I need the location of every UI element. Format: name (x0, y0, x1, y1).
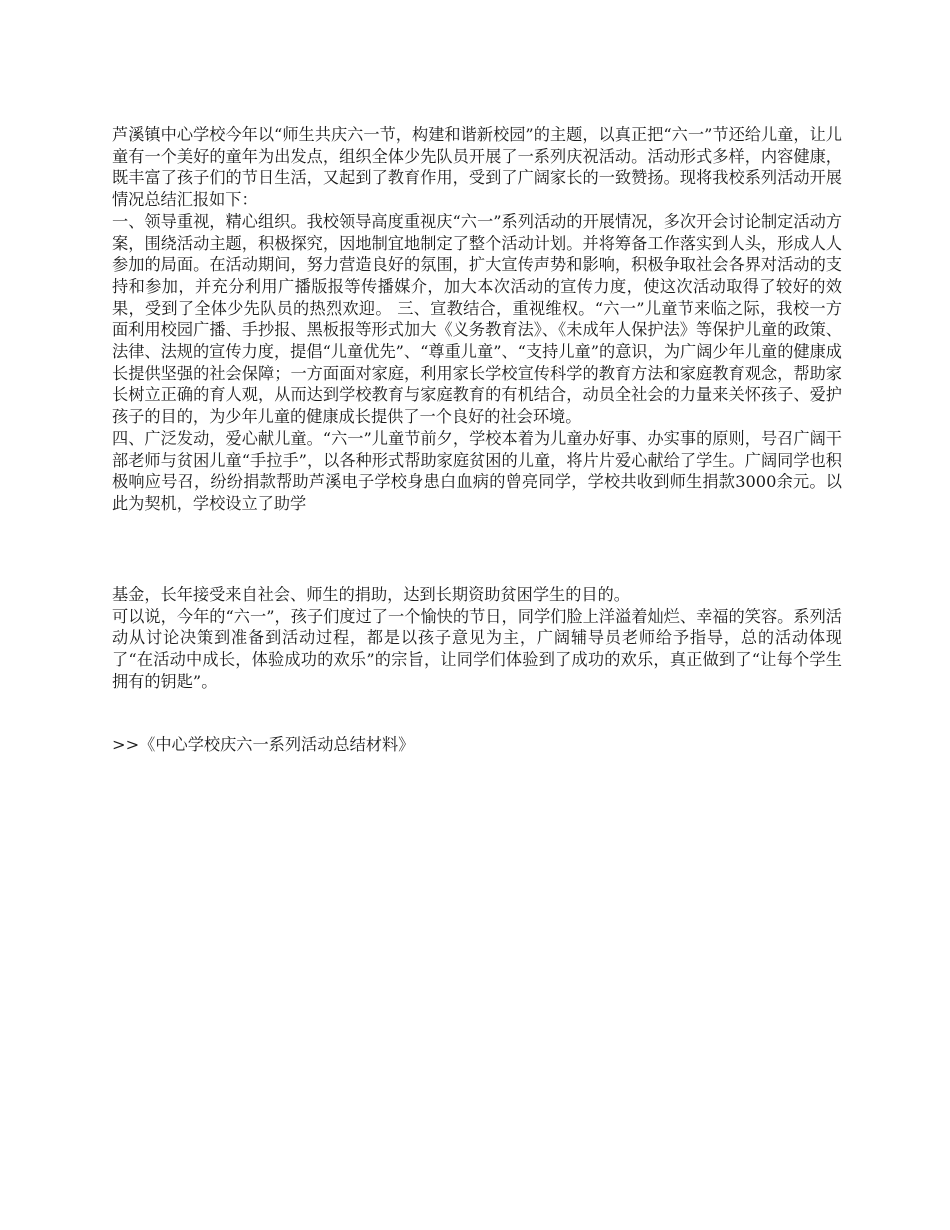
body-text-block (112, 584, 842, 693)
intro-paragraph: 芦溪镇中心学校今年以“师生共庆六一节，构建和谐新校园”的主题，以真正把“六一”节还给儿童，让儿童有一个美好的童年为出发点，组织全体少先队员开展了一系列庆祝活动。活动形式多样，内容健康，既丰富了孩子们的节日生活，又起到了教育作用，受到了广阔家长的一致赞扬。现将我校系列活动开展情况总结汇报如下： (112, 125, 842, 210)
conclusion-paragraph: 可以说，今年的“六一”，孩子们度过了一个愉快的节日，同学们脸上洋溢着灿烂、幸福的笑容。系列活动从讨论决策到准备到活动过程，都是以孩子意见为主，广阔辅导员老师给予指导，总的活动体现了“在活动中成长，体验成功的欢乐”的宗旨，让同学们体验到了成功的欢乐，真正做到了“让每个学生拥有的钥匙”。 (112, 606, 842, 691)
related-article-link[interactable]: >>《中心学校庆六一系列活动总结材料》 (112, 735, 415, 754)
body-text-block (112, 124, 842, 515)
section-paragraph: 一、领导重视，精心组织。我校领导高度重视庆“六一”系列活动的开展情况，多次开会讨论制定活动方案，围绕活动主题，积极探究，因地制宜地制定了整个活动计划。并将筹备工作落实到人头，形成人人参加的局面。在活动期间，努力营造良好的氛围，扩大宣传声势和影响，积极争取社会各界对活动的支持和参加，并充分利用广播版报等传播媒介，加大本次活动的宣传力度，使这次活动取得了较好的效果，受到了全体少先队员的热烈欢迎。 三、宣教结合，重视维权。“六一”儿童节来临之际，我校一方面利用校园广播、手抄报、黑板报等形式加大《义务教育法》、《未成年人保护法》等保护儿童的政策、法律、法规的宣传力度，提倡“儿童优先”、“尊重儿童”、“支持儿童”的意识，为广阔少年儿童的健康成长提供坚强的社会保障；一方面面对家庭，利用家长学校宣传科学的教育方法和家庭教育观念，帮助家长树立正确的育人观，从而达到学校教育与家庭教育的有机结合，动员全社会的力量来关怀孩子、爱护孩子的目的，为少年儿童的健康成长提供了一个良好的社会环境。 (112, 211, 842, 427)
section-paragraph: 四、广泛发动，爱心献儿童。“六一”儿童节前夕，学校本着为儿童办好事、办实事的原则，号召广阔干部老师与贫困儿童“手拉手”，以各种形式帮助家庭贫困的儿童，将片片爱心献给了学生。广阔同学也积极响应号召，纷纷捐款帮助芦溪电子学校身患白血病的曾亮同学，学校共收到师生捐款3000余元。以此为契机，学校设立了助学 (112, 428, 842, 513)
continuation-paragraph: 基金，长年接受来自社会、师生的捐助，达到长期资助贫困学生的目的。 (112, 585, 630, 604)
